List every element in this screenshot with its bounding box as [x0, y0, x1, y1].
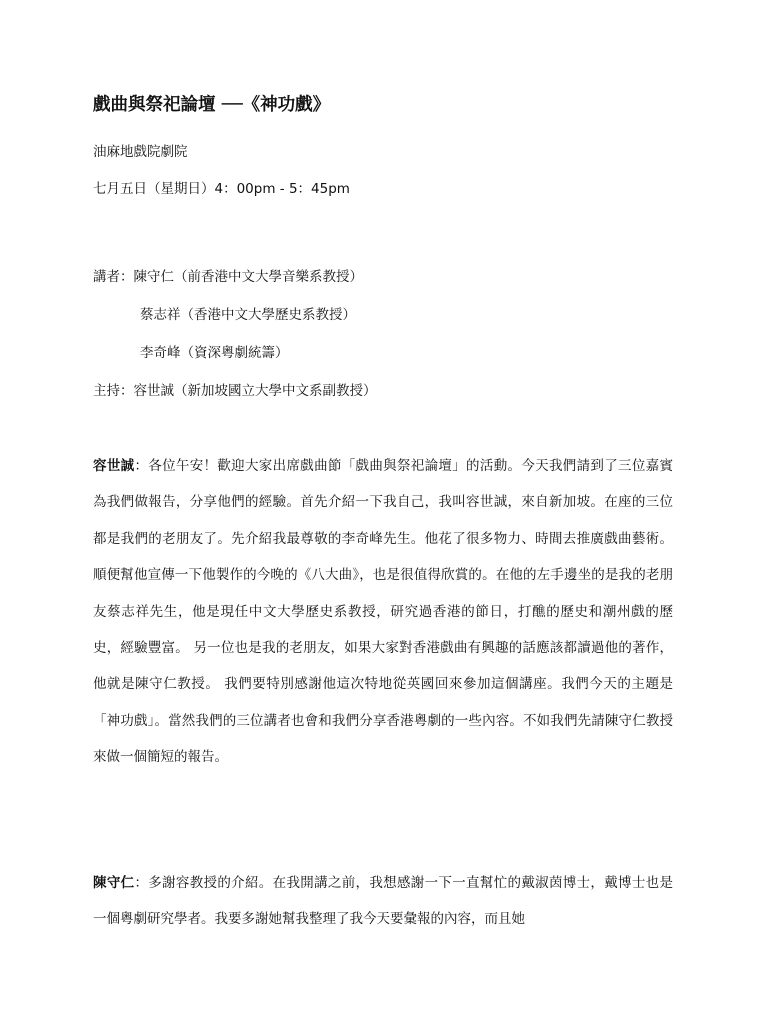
paragraph-text: ：多謝容教授的介紹。在我開講之前，我想感謝一下一直幫忙的戴淑茵博士，戴博士也是一個粵劇研究學者。我要多謝她幫我整理了我今天要彙報的內容，而且她	[93, 875, 674, 928]
speaker-line: 講者：陳守仁（前香港中文大學音樂系教授）	[93, 269, 363, 285]
host-line: 主持：容世誠（新加坡國立大學中文系副教授）	[93, 383, 377, 399]
document-title: 戲曲與祭祀論壇 ──《神功戲》	[93, 95, 331, 115]
event-datetime: 七月五日（星期日）4：00pm - 5：45pm	[93, 181, 350, 197]
speaker-name: 陳守仁	[93, 875, 135, 891]
transcript-paragraph	[93, 448, 673, 776]
transcript-paragraph	[93, 865, 673, 938]
speaker-name: 容世誠	[93, 458, 135, 474]
speaker-line: 蔡志祥（香港中文大學歷史系教授）	[140, 307, 356, 323]
paragraph-text: ：各位午安！歡迎大家出席戲曲節「戲曲與祭祀論壇」的活動。今天我們請到了三位嘉賓為我們做報告，分享他們的經驗。首先介紹一下我自己，我叫容世誠，來自新加坡。在座的三位都是我們的老朋友了。先介紹我最尊敬的李奇峰先生。他花了很多物力、時間去推廣戲曲藝術。順便幫他宣傳一下他製作的今晚的《八大曲》，也是很值得欣賞的。在他的左手邊坐的是我的老朋友蔡志祥先生，他是現任中文大學歷史系教授，研究過香港的節日，打醮的歷史和潮州戲的歷史，經驗豐富。 另一位也是我的老朋友，如果大家對香港戲曲有興趣的話應該都讀過他的著作，他就是陳守仁教授。 我們要特別感謝他這次特地從英國回來參加這個講座。我們今天的主題是「神功戲」。當然我們的三位講者也會和我們分享香港粵劇的一些內容。不如我們先請陳守仁教授來做一個簡短的報告。	[93, 458, 674, 766]
speaker-line: 李奇峰（資深粵劇統籌）	[140, 345, 289, 361]
venue: 油麻地戲院劇院	[93, 144, 188, 160]
